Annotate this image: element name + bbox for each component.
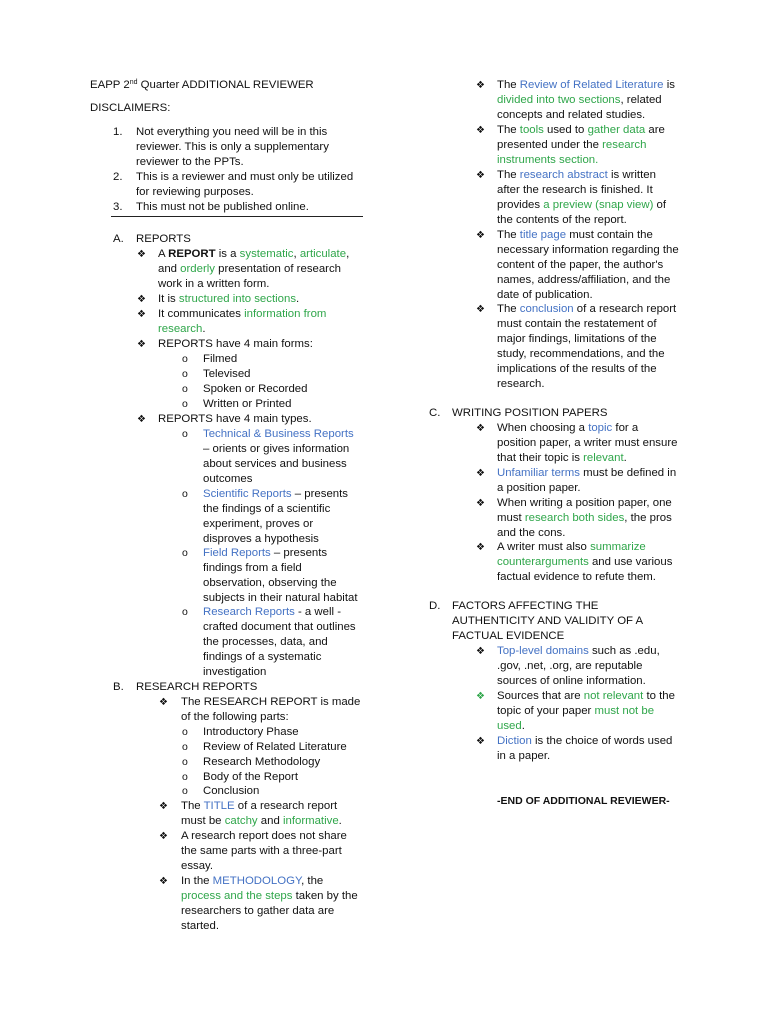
bullet-text: It communicates information from — [158, 308, 327, 320]
list-item: Conclusion — [203, 785, 260, 797]
bullet-text: research. — [497, 378, 545, 390]
sub-bullet-icon: o — [182, 368, 188, 380]
bullet-icon: ❖ — [476, 646, 485, 657]
bullet-text: REPORTS have 4 main types. — [158, 413, 312, 425]
bullet-text: sources of online information. — [497, 675, 646, 687]
sub-bullet-icon: o — [182, 353, 188, 365]
list-item: Body of the Report — [203, 771, 298, 783]
bullet-text: When writing a position paper, one — [497, 497, 672, 509]
bullet-text: counterarguments and use various — [497, 556, 673, 568]
bullet-icon: ❖ — [476, 80, 485, 91]
bullet-text: research. — [158, 323, 206, 335]
report-type-desc: investigation — [203, 666, 267, 678]
bullet-text: instruments section. — [497, 154, 599, 166]
bullet-text: of the following parts: — [181, 711, 289, 723]
disclaimer-line: Not everything you need will be in this — [136, 126, 328, 138]
bullet-text: When choosing a topic for a — [497, 422, 639, 434]
disclaimer-line: This is a reviewer and must only be utilized — [136, 171, 354, 183]
bullet-text: Top-level domains such as .edu, — [497, 645, 660, 657]
bullet-icon: ❖ — [159, 876, 168, 887]
report-type-desc: findings from a field — [203, 562, 302, 574]
section-title: RESEARCH REPORTS — [136, 681, 258, 693]
section-letter: C. — [429, 407, 441, 419]
disclaimer-line: for reviewing purposes. — [136, 186, 254, 198]
list-item: Research Methodology — [203, 756, 321, 768]
bullet-text: work in a written form. — [158, 278, 270, 290]
report-type-desc: the processes, data, and — [203, 636, 328, 648]
disclaimer-line: reviewer to the PPTs. — [136, 156, 244, 168]
bullet-text: started. — [181, 920, 219, 932]
bullet-text: used. — [497, 720, 525, 732]
sub-bullet-icon: o — [182, 383, 188, 395]
section-letter: D. — [429, 600, 441, 612]
bullet-text: a position paper. — [497, 482, 581, 494]
sub-bullet-icon: o — [182, 606, 188, 618]
report-type-desc: disproves a hypothesis — [203, 533, 319, 545]
sub-bullet-icon: o — [182, 547, 188, 559]
list-item: Spoken or Recorded — [203, 383, 308, 395]
bullet-text: The RESEARCH REPORT is made — [181, 696, 361, 708]
report-type-desc: observation, observing the — [203, 577, 337, 589]
bullet-icon: ❖ — [137, 249, 146, 260]
bullet-text: topic of your paper must not be — [497, 705, 655, 717]
report-type-name: Research Reports - a well - — [203, 606, 342, 618]
bullet-text: the same parts with a three-part — [181, 845, 342, 857]
section-title: FACTORS AFFECTING THE — [452, 600, 599, 612]
bullet-icon: ❖ — [476, 736, 485, 747]
report-type-desc: outcomes — [203, 473, 253, 485]
bullet-text: and the cons. — [497, 527, 566, 539]
bullet-text: The TITLE of a research report — [181, 800, 338, 812]
sub-bullet-icon: o — [182, 488, 188, 500]
bullet-text: presented under the research — [497, 139, 647, 151]
bullet-text: must be catchy and informative. — [181, 815, 342, 827]
report-type-desc: the findings of a scientific — [203, 503, 331, 515]
bullet-text: It is structured into sections. — [158, 293, 300, 305]
sub-bullet-icon: o — [182, 726, 188, 738]
title-superscript: nd — [129, 79, 138, 86]
disclaimer-line: This must not be published online. — [136, 201, 309, 213]
bullet-icon: ❖ — [137, 414, 146, 425]
bullet-text: REPORTS have 4 main forms: — [158, 338, 313, 350]
section-title: WRITING POSITION PAPERS — [452, 407, 608, 419]
report-type-desc: – orients or gives information — [203, 443, 350, 455]
bullet-icon: ❖ — [476, 691, 485, 702]
report-type-name: Field Reports – presents — [203, 547, 328, 559]
disclaimer-number: 2. — [113, 171, 123, 183]
bullet-icon: ❖ — [159, 697, 168, 708]
report-type-desc: subjects in their natural habitat — [203, 592, 358, 604]
bullet-icon: ❖ — [137, 294, 146, 305]
bullet-text: Sources that are not relevant to the — [497, 690, 675, 702]
bullet-text: the contents of the report. — [497, 214, 627, 226]
bullet-text: A research report does not share — [181, 830, 347, 842]
bullet-text: must contain the restatement of — [497, 318, 657, 330]
bullet-text: names, address/affiliation, and the — [497, 274, 671, 286]
bullet-text: and orderly presentation of research — [158, 263, 342, 275]
bullet-text: necessary information regarding the — [497, 244, 679, 256]
bullet-text: A REPORT is a systematic, articulate, — [158, 248, 350, 260]
bullet-icon: ❖ — [476, 170, 485, 181]
bullet-text: The Review of Related Literature is — [497, 79, 675, 91]
list-item: Review of Related Literature — [203, 741, 347, 753]
report-type-desc: findings of a systematic — [203, 651, 322, 663]
disclaimers-heading: DISCLAIMERS: — [90, 102, 171, 114]
bullet-icon: ❖ — [476, 125, 485, 136]
bullet-text: In the METHODOLOGY, the — [181, 875, 324, 887]
bullet-text: factual evidence to refute them. — [497, 571, 656, 583]
section-letter: A. — [113, 233, 124, 245]
bullet-icon: ❖ — [476, 468, 485, 479]
bullet-icon: ❖ — [476, 498, 485, 509]
bullet-text: concepts and related studies. — [497, 109, 646, 121]
bullet-text: that their topic is relevant. — [497, 452, 627, 464]
bullet-icon: ❖ — [137, 339, 146, 350]
bullet-text: position paper, a writer must ensure — [497, 437, 678, 449]
bullet-text: study, recommendations, and the — [497, 348, 665, 360]
sub-bullet-icon: o — [182, 741, 188, 753]
section-title: REPORTS — [136, 233, 191, 245]
bullet-text: researchers to gather data are — [181, 905, 335, 917]
bullet-text: implications of the results of the — [497, 363, 657, 375]
page-title — [90, 78, 314, 93]
sub-bullet-icon: o — [182, 771, 188, 783]
bullet-icon: ❖ — [476, 304, 485, 315]
disclaimer-number: 3. — [113, 201, 123, 213]
list-item: Televised — [203, 368, 251, 380]
bullet-text: The research abstract is written — [497, 169, 656, 181]
bullet-text: Unfamiliar terms must be defined in — [497, 467, 677, 479]
bullet-icon: ❖ — [159, 801, 168, 812]
sub-bullet-icon: o — [182, 785, 188, 797]
bullet-icon: ❖ — [476, 230, 485, 241]
bullet-text: content of the paper, the author's — [497, 259, 664, 271]
disclaimer-line: reviewer. This is only a supplementary — [136, 141, 329, 153]
list-item: Filmed — [203, 353, 238, 365]
section-letter: B. — [113, 681, 124, 693]
report-type-desc: crafted document that outlines — [203, 621, 356, 633]
list-item: Introductory Phase — [203, 726, 299, 738]
sub-bullet-icon: o — [182, 398, 188, 410]
end-marker: -END OF ADDITIONAL REVIEWER- — [497, 795, 670, 807]
bullet-text: major findings, limitations of the — [497, 333, 657, 345]
disclaimer-divider — [111, 216, 363, 217]
bullet-text: The conclusion of a research report — [497, 303, 677, 315]
sub-bullet-icon: o — [182, 428, 188, 440]
bullet-text: divided into two sections, related — [497, 94, 662, 106]
bullet-text: date of publication. — [497, 289, 593, 301]
bullet-text: A writer must also summarize — [497, 541, 646, 553]
report-type-name: Scientific Reports – presents — [203, 488, 348, 500]
list-item: Written or Printed — [203, 398, 292, 410]
title-text-suffix: Quarter ADDITIONAL REVIEWER — [137, 79, 314, 91]
bullet-text: must research both sides, the pros — [497, 512, 672, 524]
bullet-icon: ❖ — [159, 831, 168, 842]
report-type-name: Technical & Business Reports — [203, 428, 354, 440]
section-title: FACTUAL EVIDENCE — [452, 630, 565, 642]
bullet-text: essay. — [181, 860, 214, 872]
bullet-text: .gov, .net, .org, are reputable — [497, 660, 643, 672]
sub-bullet-icon: o — [182, 756, 188, 768]
bullet-icon: ❖ — [476, 542, 485, 553]
bullet-icon: ❖ — [476, 423, 485, 434]
title-text: EAPP 2 — [90, 79, 130, 91]
bullet-text: process and the steps taken by the — [181, 890, 358, 902]
report-type-desc: experiment, proves or — [203, 518, 314, 530]
bullet-text: after the research is finished. It — [497, 184, 653, 196]
disclaimer-number: 1. — [113, 126, 123, 138]
bullet-icon: ❖ — [137, 309, 146, 320]
bullet-text: in a paper. — [497, 750, 551, 762]
bullet-text: The title page must contain the — [497, 229, 653, 241]
bullet-text: Diction is the choice of words used — [497, 735, 673, 747]
report-type-desc: about services and business — [203, 458, 347, 470]
bullet-text: The tools used to gather data are — [497, 124, 665, 136]
bullet-text: provides a preview (snap view) of — [497, 199, 667, 211]
section-title: AUTHENTICITY AND VALIDITY OF A — [452, 615, 644, 627]
